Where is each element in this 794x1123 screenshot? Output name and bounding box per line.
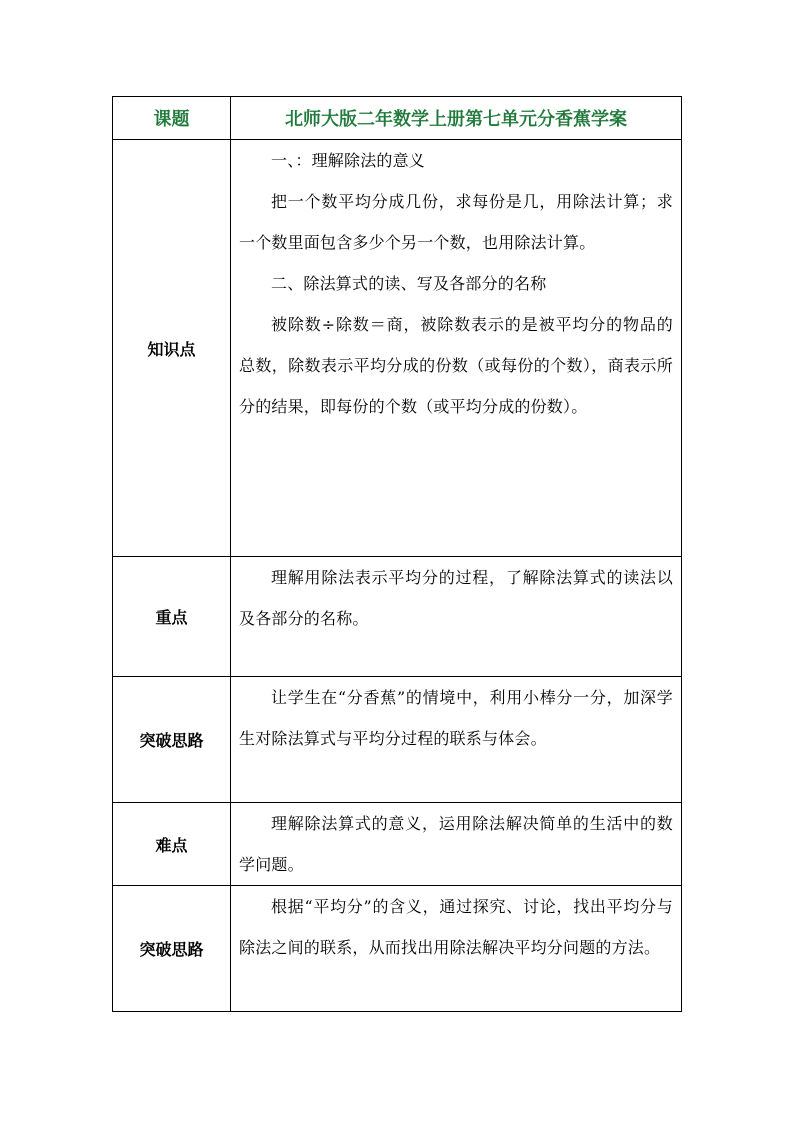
knowledge-paragraph: 被除数÷除数＝商，被除数表示的是被平均分的物品的总数，除数表示平均分成的份数（或每份的个数），商表示所分的结果，即每份的个数（或平均分成的份数）。 <box>239 315 673 416</box>
knowledge-content <box>231 140 682 557</box>
method-content-2 <box>231 886 682 1012</box>
knowledge-paragraph: 一、：理解除法的意义 <box>271 151 426 170</box>
knowledge-label: 知识点 <box>113 140 231 557</box>
difficulty-row <box>113 803 682 886</box>
method-label: 突破思路 <box>113 677 231 803</box>
method-label-2: 突破思路 <box>113 886 231 1012</box>
difficulty-text: 理解除法算式的意义，运用除法解决简单的生活中的数学问题。 <box>239 814 673 874</box>
method-row <box>113 677 682 803</box>
method-content <box>231 677 682 803</box>
lesson-title: 北师大版二年数学上册第七单元分香蕉学案 <box>231 97 682 140</box>
knowledge-paragraph: 把一个数平均分成几份，求每份是几，用除法计算；求一个数里面包含多少个另一个数，也用除法计算。 <box>239 192 673 252</box>
focus-content <box>231 557 682 677</box>
focus-row <box>113 557 682 677</box>
difficulty-content <box>231 803 682 886</box>
method-text: 让学生在“分香蕉”的情境中，利用小棒分一分，加深学生对除法算式与平均分过程的联系与体会。 <box>239 688 673 748</box>
knowledge-row <box>113 140 682 557</box>
method-row-2 <box>113 886 682 1012</box>
focus-text: 理解用除法表示平均分的过程，了解除法算式的读法以及各部分的名称。 <box>239 568 673 628</box>
difficulty-label: 难点 <box>113 803 231 886</box>
knowledge-paragraph: 二、除法算式的读、写及各部分的名称 <box>271 274 547 293</box>
topic-label: 课题 <box>113 97 231 140</box>
lesson-plan-table <box>112 96 682 1012</box>
header-row <box>113 97 682 140</box>
focus-label: 重点 <box>113 557 231 677</box>
method-text-2: 根据“平均分”的含义，通过探究、讨论，找出平均分与除法之间的联系，从而找出用除法解决平均分问题的方法。 <box>239 897 673 957</box>
